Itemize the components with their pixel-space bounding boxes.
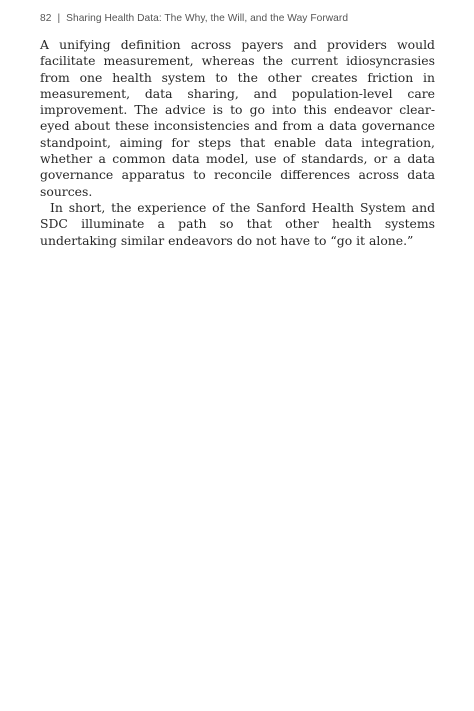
book-title: Sharing Health Data: The Why, the Will, and the Way Forward (66, 13, 349, 24)
paragraph-2: In short, the experience of the Sanford Health System and SDC illuminate a path so that other health systems undertaking similar endeavors do not have to “go it alone.” (40, 199, 435, 248)
running-head (40, 13, 348, 24)
header-separator: | (57, 13, 61, 24)
body-text (40, 37, 435, 249)
paragraph-1: A unifying definition across payers and providers would facilitate measurement, whereas the current idiosyncrasies from one health system to the other creates friction in measurement, data sharing, and population-level care improvement. The advice is to go into this endeavor clear-eyed about these inconsistencies and from a data governance standpoint, aiming for steps that enable data integration, whether a common data model, use of standards, or a data governance apparatus to reconcile differences across data sources. (40, 37, 435, 199)
page-number: 82 (40, 13, 52, 24)
